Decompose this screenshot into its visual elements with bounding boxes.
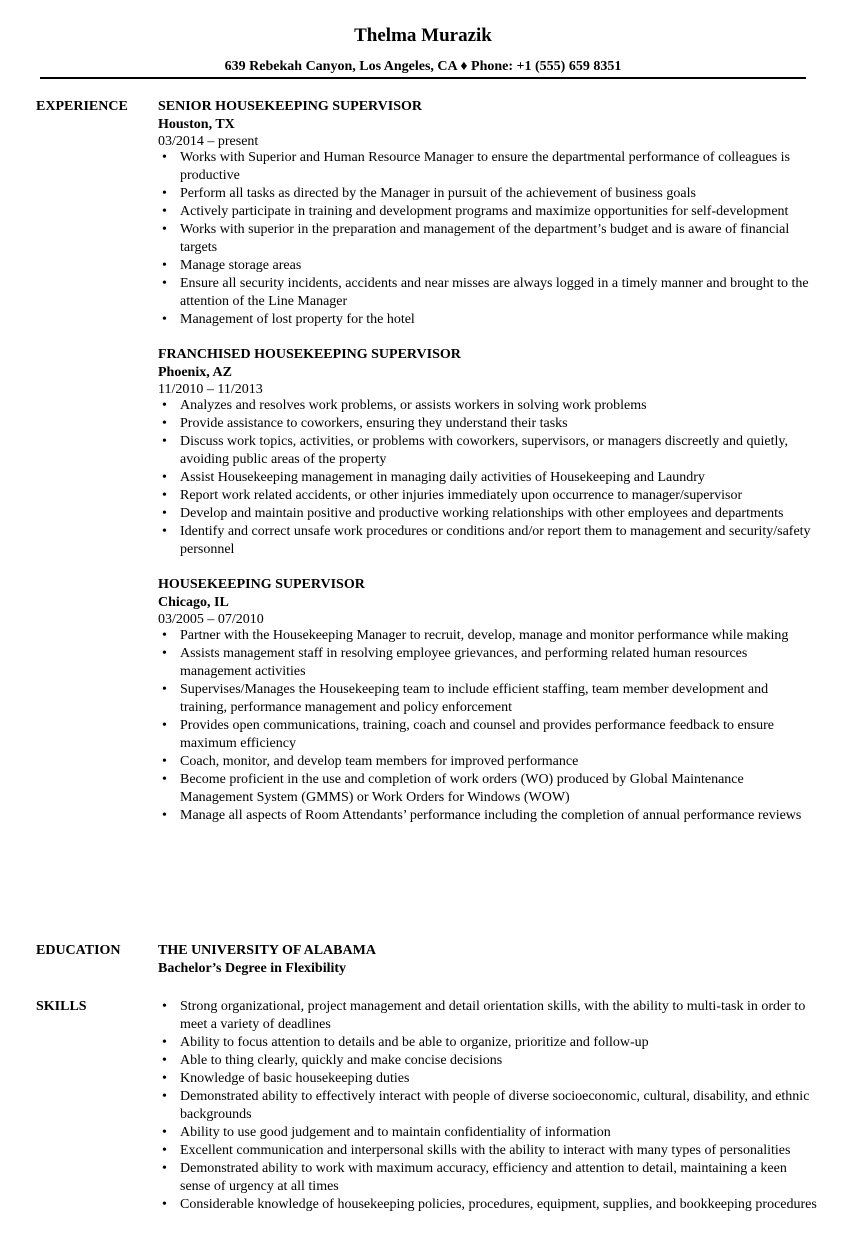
candidate-name: Thelma Murazik	[354, 25, 492, 46]
skill-item: • Considerable knowledge of housekeeping policies, procedures, equipment, supplies, and bookkeeping procedures	[158, 1196, 818, 1214]
bullet-item: • Develop and maintain positive and productive working relationships with other employees and departments	[158, 505, 818, 523]
job-entry	[158, 98, 818, 329]
section-title-experience: EXPERIENCE	[36, 99, 128, 114]
bullet-item: • Assist Housekeeping management in managing daily activities of Housekeeping and Laundry	[158, 469, 818, 487]
job-dates: 03/2005 – 07/2010	[158, 612, 264, 627]
job-title: FRANCHISED HOUSEKEEPING SUPERVISOR	[158, 347, 461, 362]
job-dates: 03/2014 – present	[158, 134, 259, 149]
job-location: Phoenix, AZ	[158, 365, 232, 380]
skill-item: • Knowledge of basic housekeeping duties	[158, 1070, 818, 1088]
job-bullets	[158, 627, 818, 825]
skill-item: • Able to thing clearly, quickly and make concise decisions	[158, 1052, 818, 1070]
skills-list	[158, 998, 818, 1214]
skill-item: • Demonstrated ability to work with maximum accuracy, efficiency and attention to detail, maintaining a keen sense of urgency at all times	[158, 1160, 818, 1196]
skill-item: • Excellent communication and interpersonal skills with the ability to interact with many types of personalities	[158, 1142, 818, 1160]
bullet-item: • Identify and correct unsafe work procedures or conditions and/or report them to management and security/safety personnel	[158, 523, 818, 559]
job-entry	[158, 346, 818, 559]
bullet-item: • Actively participate in training and development programs and maximize opportunities for self-development	[158, 203, 818, 221]
bullet-item: • Assists management staff in resolving employee grievances, and performing related human resources management activities	[158, 645, 818, 681]
bullet-item: • Report work related accidents, or other injuries immediately upon occurrence to manager/supervisor	[158, 487, 818, 505]
bullet-item: • Works with Superior and Human Resource Manager to ensure the departmental performance of colleagues is productive	[158, 149, 818, 185]
job-dates: 11/2010 – 11/2013	[158, 382, 263, 397]
section-title-skills: SKILLS	[36, 999, 87, 1014]
bullet-item: • Provides open communications, training, coach and counsel and provides performance feedback to ensure maximum efficiency	[158, 717, 818, 753]
contact-line: 639 Rebekah Canyon, Los Angeles, CA ♦ Phone: +1 (555) 659 8351	[224, 59, 622, 74]
bullet-item: • Management of lost property for the hotel	[158, 311, 818, 329]
bullet-item: • Manage all aspects of Room Attendants’ performance including the completion of annual performance reviews	[158, 807, 818, 825]
bullet-item: • Analyzes and resolves work problems, or assists workers in solving work problems	[158, 397, 818, 415]
job-location: Houston, TX	[158, 117, 235, 132]
experience-list	[158, 98, 818, 842]
section-title-education: EDUCATION	[36, 943, 121, 958]
degree: Bachelor’s Degree in Flexibility	[158, 961, 347, 976]
bullet-item: • Perform all tasks as directed by the Manager in pursuit of the achievement of business goals	[158, 185, 818, 203]
skill-item: • Ability to use good judgement and to maintain confidentiality of information	[158, 1124, 818, 1142]
header-divider	[40, 77, 806, 79]
school-name: THE UNIVERSITY OF ALABAMA	[158, 943, 376, 958]
bullet-item: • Provide assistance to coworkers, ensuring they understand their tasks	[158, 415, 818, 433]
education-entry	[158, 942, 818, 978]
bullet-item: • Manage storage areas	[158, 257, 818, 275]
job-bullets	[158, 397, 818, 559]
skill-item: • Strong organizational, project management and detail orientation skills, with the ability to multi-task in order to meet a variety of deadlines	[158, 998, 818, 1034]
bullet-item: • Coach, monitor, and develop team members for improved performance	[158, 753, 818, 771]
bullet-item: • Partner with the Housekeeping Manager to recruit, develop, manage and monitor performance while making	[158, 627, 818, 645]
job-entry	[158, 576, 818, 825]
bullet-item: • Supervises/Manages the Housekeeping team to include efficient staffing, team member development and training, performance management and policy enforcement	[158, 681, 818, 717]
job-title: HOUSEKEEPING SUPERVISOR	[158, 577, 365, 592]
bullet-item: • Become proficient in the use and completion of work orders (WO) produced by Global Maintenance Management System (GMMS) or Work Orders for Windows (WOW)	[158, 771, 818, 807]
bullet-item: • Discuss work topics, activities, or problems with coworkers, supervisors, or managers discreetly and quietly, avoiding public areas of the property	[158, 433, 818, 469]
job-bullets	[158, 149, 818, 329]
job-title: SENIOR HOUSEKEEPING SUPERVISOR	[158, 99, 423, 114]
bullet-item: • Works with superior in the preparation and management of the department’s budget and is aware of financial targets	[158, 221, 818, 257]
skills-list-wrapper	[158, 998, 818, 1214]
resume-header	[0, 24, 846, 76]
job-location: Chicago, IL	[158, 595, 229, 610]
skill-item: • Ability to focus attention to details and be able to organize, prioritize and follow-up	[158, 1034, 818, 1052]
skill-item: • Demonstrated ability to effectively interact with people of diverse socioeconomic, cultural, disability, and ethnic backgrounds	[158, 1088, 818, 1124]
bullet-item: • Ensure all security incidents, accidents and near misses are always logged in a timely manner and brought to the attention of the Line Manager	[158, 275, 818, 311]
